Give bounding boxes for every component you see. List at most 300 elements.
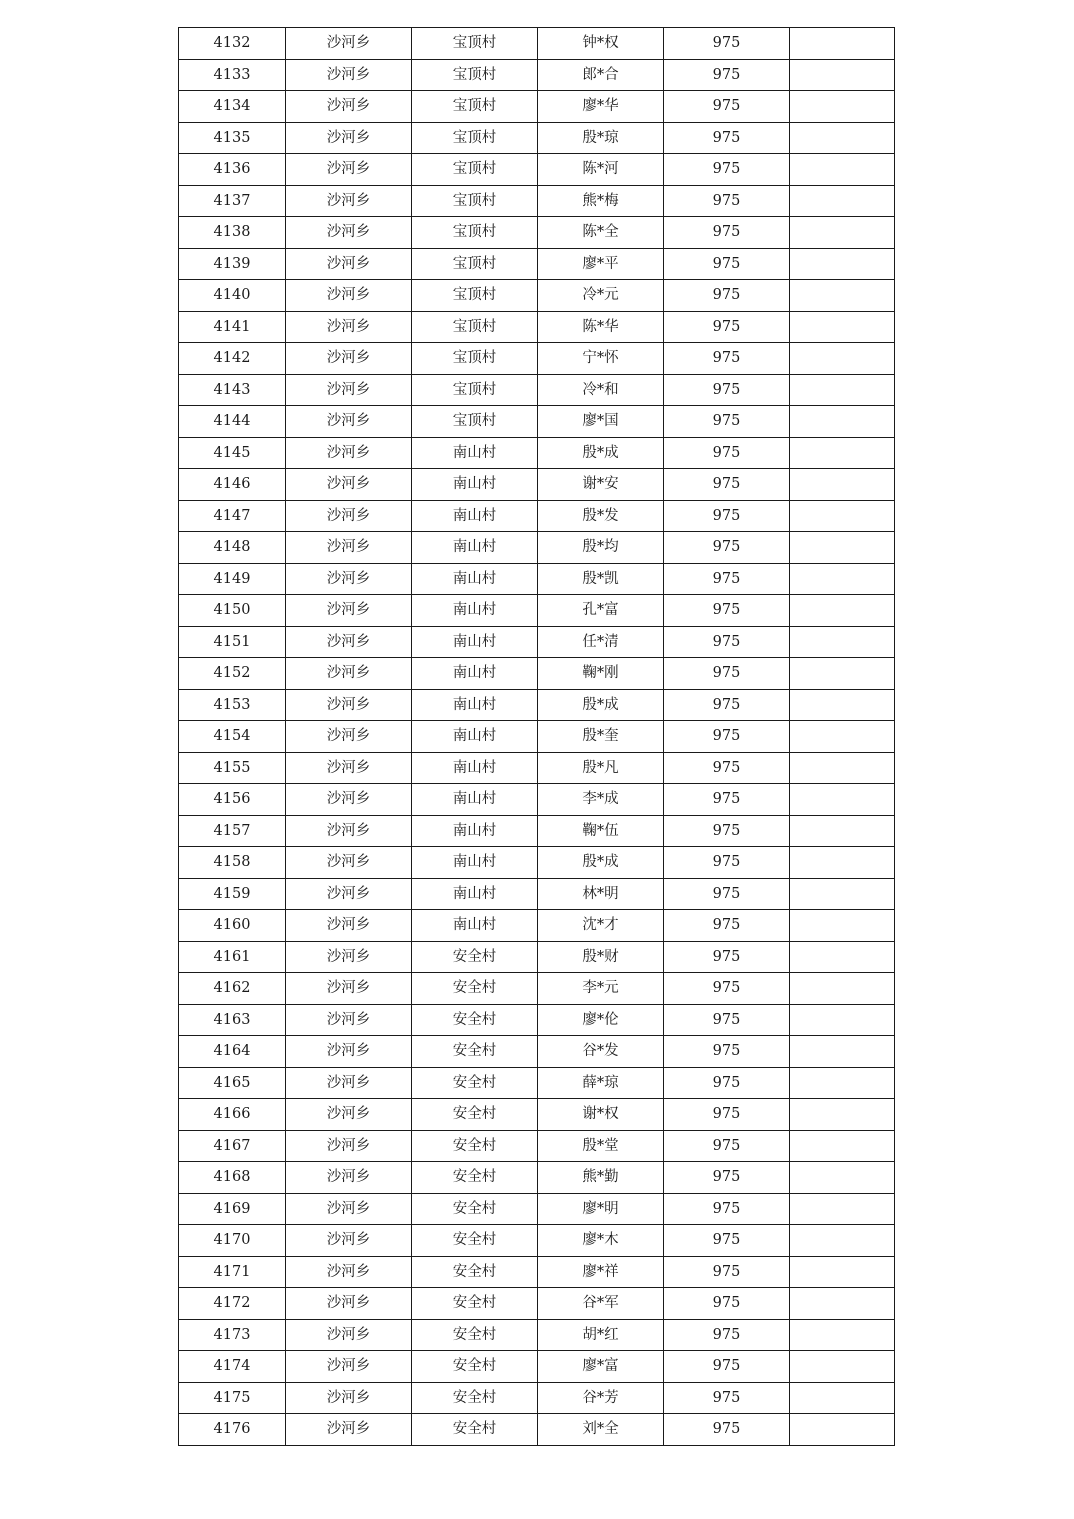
table-row (179, 752, 895, 784)
note-cell (790, 752, 895, 784)
name-cell: 沈*才 (538, 910, 664, 942)
row-number-cell: 4156 (179, 784, 286, 816)
note-cell (790, 28, 895, 60)
township-cell: 沙河乡 (286, 59, 412, 91)
table-row (179, 1162, 895, 1194)
amount-cell: 975 (664, 28, 790, 60)
township-cell: 沙河乡 (286, 374, 412, 406)
row-number-cell: 4143 (179, 374, 286, 406)
name-cell: 李*元 (538, 973, 664, 1005)
note-cell (790, 815, 895, 847)
amount-cell: 975 (664, 311, 790, 343)
table-row (179, 91, 895, 123)
village-cell: 南山村 (412, 847, 538, 879)
amount-cell: 975 (664, 406, 790, 438)
note-cell (790, 878, 895, 910)
row-number-cell: 4168 (179, 1162, 286, 1194)
village-cell: 安全村 (412, 1162, 538, 1194)
amount-cell: 975 (664, 847, 790, 879)
note-cell (790, 973, 895, 1005)
amount-cell: 975 (664, 878, 790, 910)
table-row (179, 154, 895, 186)
note-cell (790, 1319, 895, 1351)
note-cell (790, 626, 895, 658)
row-number-cell: 4146 (179, 469, 286, 501)
amount-cell: 975 (664, 784, 790, 816)
name-cell: 廖*祥 (538, 1256, 664, 1288)
name-cell: 谷*芳 (538, 1382, 664, 1414)
township-cell: 沙河乡 (286, 752, 412, 784)
village-cell: 南山村 (412, 437, 538, 469)
amount-cell: 975 (664, 154, 790, 186)
name-cell: 林*明 (538, 878, 664, 910)
row-number-cell: 4171 (179, 1256, 286, 1288)
row-number-cell: 4142 (179, 343, 286, 375)
table-row (179, 248, 895, 280)
name-cell: 郎*合 (538, 59, 664, 91)
name-cell: 殷*凯 (538, 563, 664, 595)
table-row (179, 343, 895, 375)
amount-cell: 975 (664, 280, 790, 312)
village-cell: 安全村 (412, 1193, 538, 1225)
village-cell: 南山村 (412, 784, 538, 816)
row-number-cell: 4158 (179, 847, 286, 879)
table-row (179, 1225, 895, 1257)
table-row (179, 941, 895, 973)
township-cell: 沙河乡 (286, 280, 412, 312)
note-cell (790, 1067, 895, 1099)
note-cell (790, 91, 895, 123)
row-number-cell: 4145 (179, 437, 286, 469)
row-number-cell: 4136 (179, 154, 286, 186)
township-cell: 沙河乡 (286, 91, 412, 123)
name-cell: 陈*全 (538, 217, 664, 249)
name-cell: 殷*琼 (538, 122, 664, 154)
amount-cell: 975 (664, 217, 790, 249)
row-number-cell: 4140 (179, 280, 286, 312)
table-row (179, 910, 895, 942)
amount-cell: 975 (664, 563, 790, 595)
row-number-cell: 4151 (179, 626, 286, 658)
name-cell: 陈*华 (538, 311, 664, 343)
village-cell: 宝顶村 (412, 122, 538, 154)
village-cell: 宝顶村 (412, 28, 538, 60)
row-number-cell: 4170 (179, 1225, 286, 1257)
amount-cell: 975 (664, 1067, 790, 1099)
table-row (179, 1319, 895, 1351)
amount-cell: 975 (664, 59, 790, 91)
amount-cell: 975 (664, 721, 790, 753)
row-number-cell: 4176 (179, 1414, 286, 1446)
village-cell: 南山村 (412, 563, 538, 595)
row-number-cell: 4172 (179, 1288, 286, 1320)
name-cell: 殷*发 (538, 500, 664, 532)
table-row (179, 437, 895, 469)
village-cell: 南山村 (412, 532, 538, 564)
name-cell: 殷*成 (538, 847, 664, 879)
township-cell: 沙河乡 (286, 500, 412, 532)
village-cell: 安全村 (412, 1004, 538, 1036)
name-cell: 谢*权 (538, 1099, 664, 1131)
township-cell: 沙河乡 (286, 343, 412, 375)
amount-cell: 975 (664, 1004, 790, 1036)
township-cell: 沙河乡 (286, 532, 412, 564)
township-cell: 沙河乡 (286, 1288, 412, 1320)
township-cell: 沙河乡 (286, 563, 412, 595)
village-cell: 安全村 (412, 1351, 538, 1383)
row-number-cell: 4153 (179, 689, 286, 721)
note-cell (790, 1382, 895, 1414)
row-number-cell: 4147 (179, 500, 286, 532)
note-cell (790, 1256, 895, 1288)
township-cell: 沙河乡 (286, 1004, 412, 1036)
village-cell: 宝顶村 (412, 343, 538, 375)
note-cell (790, 658, 895, 690)
amount-cell: 975 (664, 1288, 790, 1320)
row-number-cell: 4149 (179, 563, 286, 595)
row-number-cell: 4154 (179, 721, 286, 753)
table-row (179, 532, 895, 564)
note-cell (790, 1036, 895, 1068)
village-cell: 宝顶村 (412, 185, 538, 217)
row-number-cell: 4157 (179, 815, 286, 847)
township-cell: 沙河乡 (286, 437, 412, 469)
table-row (179, 878, 895, 910)
amount-cell: 975 (664, 1162, 790, 1194)
table-row (179, 595, 895, 627)
township-cell: 沙河乡 (286, 1319, 412, 1351)
name-cell: 廖*华 (538, 91, 664, 123)
row-number-cell: 4164 (179, 1036, 286, 1068)
amount-cell: 975 (664, 248, 790, 280)
note-cell (790, 563, 895, 595)
note-cell (790, 721, 895, 753)
amount-cell: 975 (664, 343, 790, 375)
note-cell (790, 59, 895, 91)
amount-cell: 975 (664, 91, 790, 123)
village-cell: 安全村 (412, 1130, 538, 1162)
village-cell: 安全村 (412, 1067, 538, 1099)
row-number-cell: 4163 (179, 1004, 286, 1036)
row-number-cell: 4165 (179, 1067, 286, 1099)
table-row (179, 1004, 895, 1036)
name-cell: 冷*元 (538, 280, 664, 312)
amount-cell: 975 (664, 374, 790, 406)
table-row (179, 311, 895, 343)
township-cell: 沙河乡 (286, 1225, 412, 1257)
township-cell: 沙河乡 (286, 406, 412, 438)
note-cell (790, 941, 895, 973)
name-cell: 冷*和 (538, 374, 664, 406)
row-number-cell: 4162 (179, 973, 286, 1005)
amount-cell: 975 (664, 1225, 790, 1257)
table-row (179, 658, 895, 690)
note-cell (790, 1099, 895, 1131)
roster-table-body (179, 28, 895, 1446)
note-cell (790, 1351, 895, 1383)
row-number-cell: 4174 (179, 1351, 286, 1383)
township-cell: 沙河乡 (286, 154, 412, 186)
name-cell: 薛*琼 (538, 1067, 664, 1099)
note-cell (790, 374, 895, 406)
note-cell (790, 595, 895, 627)
township-cell: 沙河乡 (286, 469, 412, 501)
name-cell: 廖*国 (538, 406, 664, 438)
amount-cell: 975 (664, 1414, 790, 1446)
table-row (179, 59, 895, 91)
note-cell (790, 532, 895, 564)
township-cell: 沙河乡 (286, 878, 412, 910)
row-number-cell: 4160 (179, 910, 286, 942)
note-cell (790, 910, 895, 942)
name-cell: 孔*富 (538, 595, 664, 627)
note-cell (790, 469, 895, 501)
amount-cell: 975 (664, 437, 790, 469)
village-cell: 南山村 (412, 721, 538, 753)
amount-cell: 975 (664, 1256, 790, 1288)
village-cell: 南山村 (412, 878, 538, 910)
name-cell: 鞠*刚 (538, 658, 664, 690)
table-row (179, 122, 895, 154)
note-cell (790, 248, 895, 280)
note-cell (790, 1225, 895, 1257)
roster-table (178, 27, 895, 1446)
note-cell (790, 1288, 895, 1320)
village-cell: 安全村 (412, 1288, 538, 1320)
township-cell: 沙河乡 (286, 721, 412, 753)
row-number-cell: 4150 (179, 595, 286, 627)
row-number-cell: 4144 (179, 406, 286, 438)
row-number-cell: 4161 (179, 941, 286, 973)
name-cell: 谢*安 (538, 469, 664, 501)
village-cell: 宝顶村 (412, 248, 538, 280)
village-cell: 南山村 (412, 910, 538, 942)
note-cell (790, 847, 895, 879)
name-cell: 廖*木 (538, 1225, 664, 1257)
row-number-cell: 4133 (179, 59, 286, 91)
table-row (179, 1130, 895, 1162)
name-cell: 陈*河 (538, 154, 664, 186)
note-cell (790, 1162, 895, 1194)
table-row (179, 1256, 895, 1288)
village-cell: 安全村 (412, 1382, 538, 1414)
village-cell: 安全村 (412, 1414, 538, 1446)
township-cell: 沙河乡 (286, 217, 412, 249)
name-cell: 殷*成 (538, 437, 664, 469)
name-cell: 宁*怀 (538, 343, 664, 375)
village-cell: 南山村 (412, 689, 538, 721)
amount-cell: 975 (664, 1319, 790, 1351)
name-cell: 廖*平 (538, 248, 664, 280)
township-cell: 沙河乡 (286, 595, 412, 627)
village-cell: 宝顶村 (412, 406, 538, 438)
name-cell: 钟*权 (538, 28, 664, 60)
amount-cell: 975 (664, 1036, 790, 1068)
township-cell: 沙河乡 (286, 122, 412, 154)
amount-cell: 975 (664, 1351, 790, 1383)
name-cell: 鞠*伍 (538, 815, 664, 847)
row-number-cell: 4169 (179, 1193, 286, 1225)
township-cell: 沙河乡 (286, 1067, 412, 1099)
village-cell: 安全村 (412, 1225, 538, 1257)
name-cell: 廖*富 (538, 1351, 664, 1383)
amount-cell: 975 (664, 815, 790, 847)
amount-cell: 975 (664, 752, 790, 784)
township-cell: 沙河乡 (286, 1099, 412, 1131)
table-row (179, 721, 895, 753)
row-number-cell: 4138 (179, 217, 286, 249)
table-row (179, 1036, 895, 1068)
village-cell: 安全村 (412, 1319, 538, 1351)
table-row (179, 185, 895, 217)
amount-cell: 975 (664, 658, 790, 690)
row-number-cell: 4167 (179, 1130, 286, 1162)
village-cell: 安全村 (412, 1036, 538, 1068)
village-cell: 宝顶村 (412, 154, 538, 186)
name-cell: 殷*财 (538, 941, 664, 973)
amount-cell: 975 (664, 122, 790, 154)
row-number-cell: 4159 (179, 878, 286, 910)
village-cell: 宝顶村 (412, 374, 538, 406)
amount-cell: 975 (664, 689, 790, 721)
table-row (179, 1067, 895, 1099)
row-number-cell: 4132 (179, 28, 286, 60)
township-cell: 沙河乡 (286, 910, 412, 942)
village-cell: 安全村 (412, 941, 538, 973)
village-cell: 宝顶村 (412, 59, 538, 91)
village-cell: 南山村 (412, 815, 538, 847)
name-cell: 李*成 (538, 784, 664, 816)
township-cell: 沙河乡 (286, 28, 412, 60)
name-cell: 廖*明 (538, 1193, 664, 1225)
village-cell: 南山村 (412, 469, 538, 501)
township-cell: 沙河乡 (286, 626, 412, 658)
note-cell (790, 122, 895, 154)
township-cell: 沙河乡 (286, 1351, 412, 1383)
note-cell (790, 343, 895, 375)
amount-cell: 975 (664, 910, 790, 942)
table-row (179, 815, 895, 847)
table-row (179, 689, 895, 721)
name-cell: 殷*均 (538, 532, 664, 564)
name-cell: 谷*发 (538, 1036, 664, 1068)
note-cell (790, 154, 895, 186)
amount-cell: 975 (664, 1382, 790, 1414)
table-row (179, 1351, 895, 1383)
note-cell (790, 500, 895, 532)
table-row (179, 1099, 895, 1131)
township-cell: 沙河乡 (286, 311, 412, 343)
amount-cell: 975 (664, 941, 790, 973)
township-cell: 沙河乡 (286, 1162, 412, 1194)
row-number-cell: 4139 (179, 248, 286, 280)
village-cell: 南山村 (412, 626, 538, 658)
table-row (179, 500, 895, 532)
village-cell: 安全村 (412, 1256, 538, 1288)
name-cell: 熊*勤 (538, 1162, 664, 1194)
amount-cell: 975 (664, 1130, 790, 1162)
village-cell: 南山村 (412, 752, 538, 784)
amount-cell: 975 (664, 469, 790, 501)
name-cell: 殷*成 (538, 689, 664, 721)
name-cell: 熊*梅 (538, 185, 664, 217)
amount-cell: 975 (664, 1099, 790, 1131)
township-cell: 沙河乡 (286, 1382, 412, 1414)
amount-cell: 975 (664, 595, 790, 627)
village-cell: 宝顶村 (412, 91, 538, 123)
township-cell: 沙河乡 (286, 1193, 412, 1225)
note-cell (790, 311, 895, 343)
name-cell: 谷*军 (538, 1288, 664, 1320)
township-cell: 沙河乡 (286, 658, 412, 690)
note-cell (790, 185, 895, 217)
table-row (179, 847, 895, 879)
township-cell: 沙河乡 (286, 941, 412, 973)
row-number-cell: 4152 (179, 658, 286, 690)
table-row (179, 217, 895, 249)
note-cell (790, 1004, 895, 1036)
village-cell: 安全村 (412, 973, 538, 1005)
township-cell: 沙河乡 (286, 1256, 412, 1288)
table-row (179, 784, 895, 816)
township-cell: 沙河乡 (286, 1414, 412, 1446)
row-number-cell: 4155 (179, 752, 286, 784)
township-cell: 沙河乡 (286, 784, 412, 816)
amount-cell: 975 (664, 626, 790, 658)
name-cell: 廖*伦 (538, 1004, 664, 1036)
row-number-cell: 4175 (179, 1382, 286, 1414)
table-row (179, 1382, 895, 1414)
row-number-cell: 4134 (179, 91, 286, 123)
row-number-cell: 4166 (179, 1099, 286, 1131)
name-cell: 殷*奎 (538, 721, 664, 753)
name-cell: 胡*红 (538, 1319, 664, 1351)
table-row (179, 626, 895, 658)
name-cell: 殷*堂 (538, 1130, 664, 1162)
village-cell: 宝顶村 (412, 311, 538, 343)
note-cell (790, 1193, 895, 1225)
name-cell: 殷*凡 (538, 752, 664, 784)
note-cell (790, 406, 895, 438)
note-cell (790, 1130, 895, 1162)
township-cell: 沙河乡 (286, 815, 412, 847)
amount-cell: 975 (664, 1193, 790, 1225)
table-row (179, 28, 895, 60)
table-row (179, 406, 895, 438)
township-cell: 沙河乡 (286, 248, 412, 280)
table-row (179, 1193, 895, 1225)
village-cell: 宝顶村 (412, 217, 538, 249)
name-cell: 刘*全 (538, 1414, 664, 1446)
row-number-cell: 4148 (179, 532, 286, 564)
amount-cell: 975 (664, 973, 790, 1005)
note-cell (790, 217, 895, 249)
township-cell: 沙河乡 (286, 1036, 412, 1068)
row-number-cell: 4135 (179, 122, 286, 154)
village-cell: 南山村 (412, 658, 538, 690)
note-cell (790, 1414, 895, 1446)
township-cell: 沙河乡 (286, 847, 412, 879)
village-cell: 安全村 (412, 1099, 538, 1131)
note-cell (790, 689, 895, 721)
township-cell: 沙河乡 (286, 1130, 412, 1162)
township-cell: 沙河乡 (286, 185, 412, 217)
amount-cell: 975 (664, 185, 790, 217)
table-row (179, 1414, 895, 1446)
table-row (179, 469, 895, 501)
note-cell (790, 280, 895, 312)
row-number-cell: 4173 (179, 1319, 286, 1351)
